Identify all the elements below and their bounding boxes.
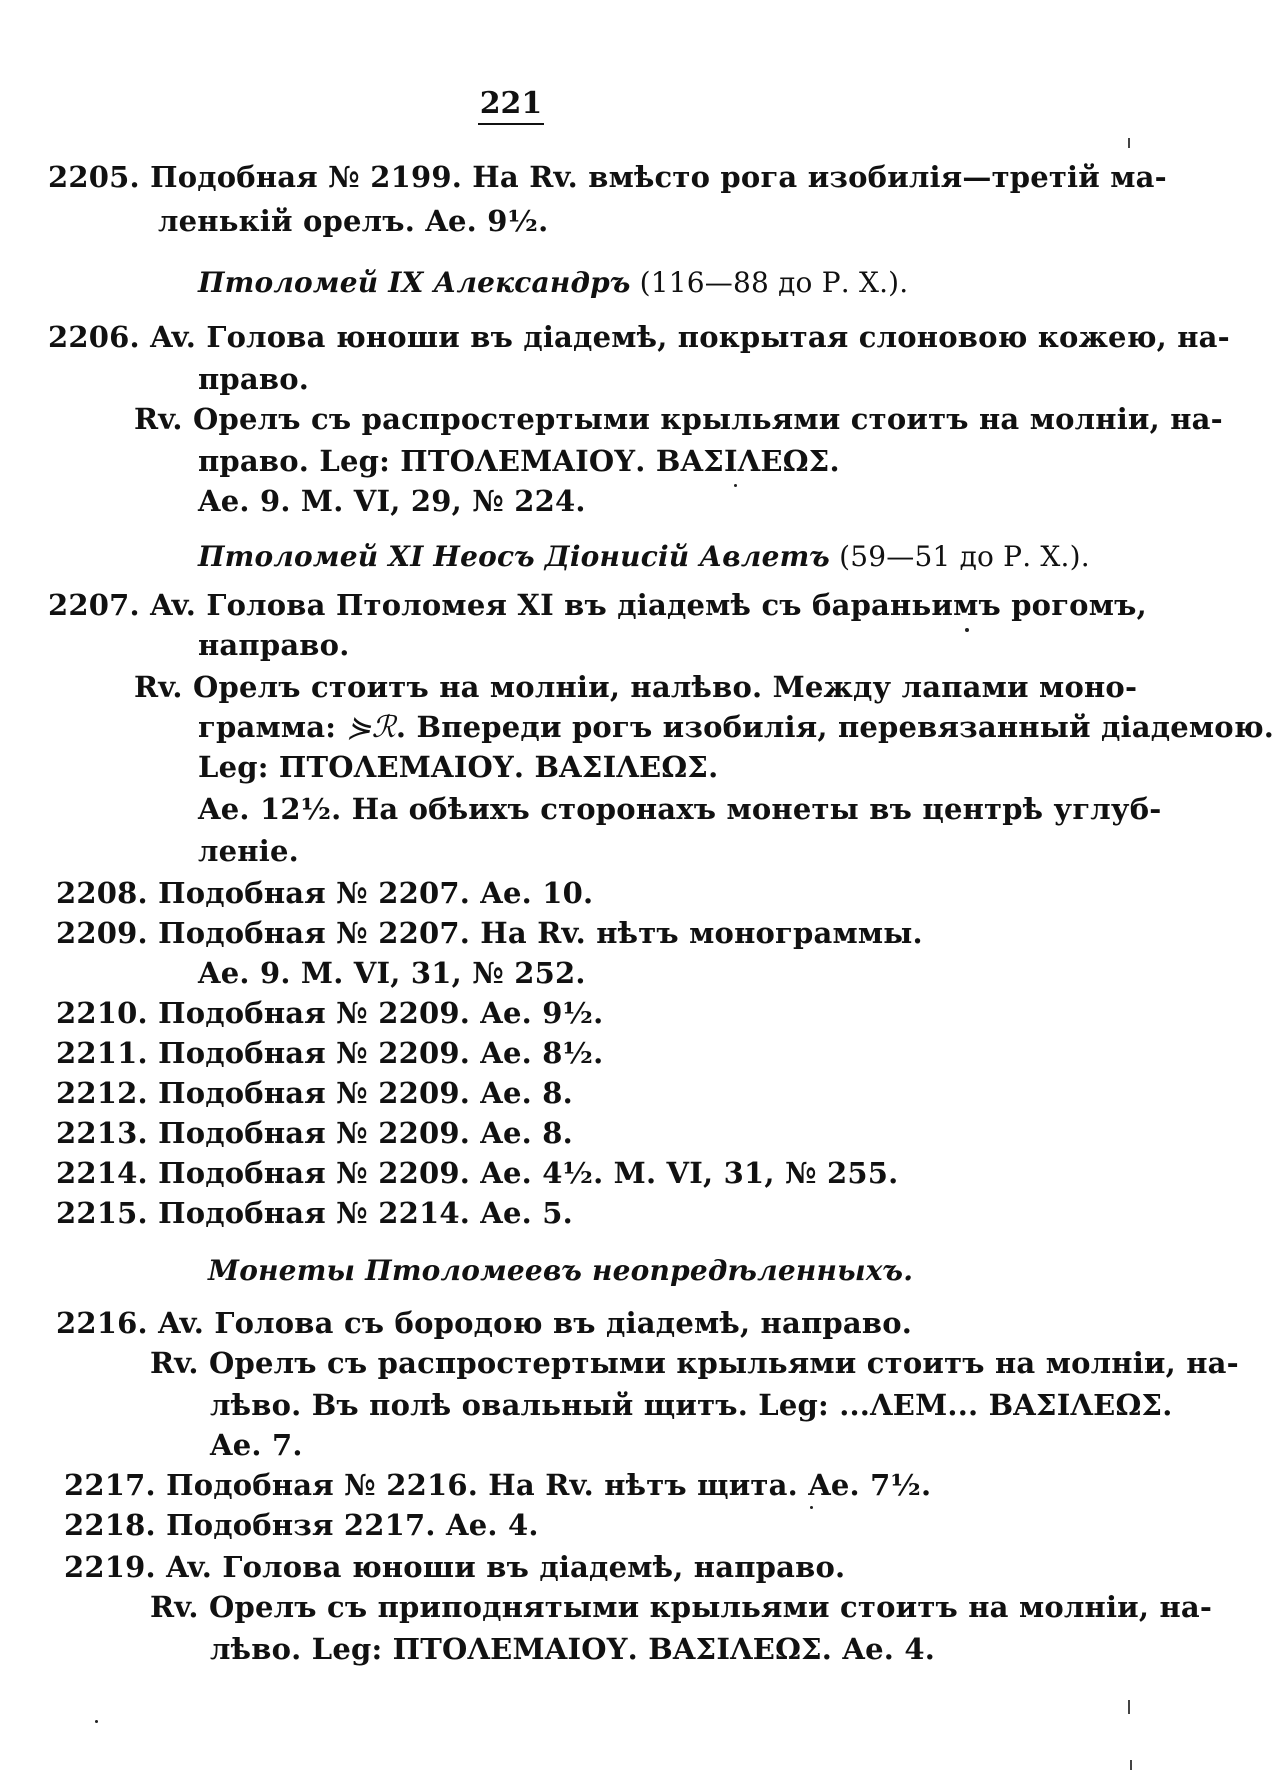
section-heading-ptolemy-ix	[198, 266, 908, 300]
entry-2209-line-2: Ae. 9. M. VI, 31, № 252.	[198, 956, 586, 990]
entry-2217: 2217. Подобная № 2216. На Rv. нѣтъ щита. Ae. 7½.	[64, 1468, 932, 1502]
entry-2219-line-1: 2219. Av. Голова юноши въ діадемѣ, направо.	[64, 1550, 846, 1584]
section-heading-ptolemy-ix-dates: (116—88 до Р. Х.).	[630, 266, 909, 299]
entry-2216-line-1: 2216. Av. Голова съ бородою въ діадемѣ, направо.	[56, 1306, 913, 1340]
section-heading-ptolemy-xi	[198, 540, 1090, 574]
scan-speck	[95, 1720, 98, 1723]
entry-2214: 2214. Подобная № 2209. Ae. 4½. M. VI, 31, № 255.	[56, 1156, 899, 1190]
entry-2207-line-4	[198, 710, 1274, 745]
section-heading-ptolemy-ix-name: Птоломей IX Александръ	[198, 266, 631, 299]
entry-2206-line-1: 2206. Av. Голова юноши въ діадемѣ, покрытая слоновою кожею, на-	[48, 320, 1230, 354]
entry-2219-line-3: лѣво. Leg: ΠΤΟΛΕΜΑΙΟΥ. ΒΑΣΙΛΕΩΣ. Ae. 4.	[210, 1632, 936, 1666]
entry-2211: 2211. Подобная № 2209. Ae. 8½.	[56, 1036, 604, 1070]
entry-2209-line-1: 2209. Подобная № 2207. На Rv. нѣтъ монограммы.	[56, 916, 923, 950]
entry-2205-line-1: 2205. Подобная № 2199. На Rv. вмѣсто рога изобилія—третій ма-	[48, 160, 1167, 194]
entry-2216-line-3: лѣво. Въ полѣ овальный щитъ. Leg: ...ΛΕΜ... ΒΑΣΙΛΕΩΣ.	[210, 1388, 1173, 1422]
entry-2207-line-4-b: . Впереди рогъ изобилія, перевязанный діадемою.	[395, 710, 1274, 744]
page-edge-mark	[1128, 138, 1130, 148]
entry-2206-line-3: Rv. Орелъ съ распростертыми крыльями стоитъ на молніи, на-	[134, 402, 1223, 436]
entry-2205-line-2: ленькій орелъ. Ae. 9½.	[158, 204, 549, 238]
entry-2219-line-2: Rv. Орелъ съ приподнятыми крыльями стоитъ на молніи, на-	[150, 1590, 1213, 1624]
scan-speck	[965, 628, 969, 632]
entry-2210: 2210. Подобная № 2209. Ae. 9½.	[56, 996, 604, 1030]
entry-2206-line-2: право.	[198, 362, 310, 396]
page-edge-mark	[1128, 1700, 1130, 1714]
entry-2206-line-5: Ae. 9. M. VI, 29, № 224.	[198, 484, 586, 518]
page-number: 221	[478, 86, 544, 125]
entry-2216-line-4: Ae. 7.	[210, 1428, 303, 1462]
entry-2207-line-3: Rv. Орелъ стоитъ на молніи, налѣво. Между лапами моно-	[134, 670, 1138, 704]
entry-2207-line-1: 2207. Av. Голова Птоломея XI въ діадемѣ съ бараньимъ рогомъ,	[48, 588, 1147, 622]
section-heading-undetermined: Монеты Птоломеевъ неопредѣленныхъ.	[208, 1254, 914, 1287]
section-heading-ptolemy-xi-name: Птоломей XI Неосъ Діонисій Авлетъ	[198, 540, 830, 573]
entry-2207-line-5: Leg: ΠΤΟΛΕΜΑΙΟΥ. ΒΑΣΙΛΕΩΣ.	[198, 750, 719, 784]
entry-2216-line-2: Rv. Орелъ съ распростертыми крыльями стоитъ на молніи, на-	[150, 1346, 1239, 1380]
entry-2208: 2208. Подобная № 2207. Ae. 10.	[56, 876, 594, 910]
section-heading-ptolemy-xi-dates: (59—51 до Р. Х.).	[830, 540, 1090, 573]
page-edge-mark	[1130, 1760, 1132, 1770]
entry-2207-line-7: леніе.	[198, 834, 299, 868]
entry-2213: 2213. Подобная № 2209. Ae. 8.	[56, 1116, 573, 1150]
entry-2215: 2215. Подобная № 2214. Ae. 5.	[56, 1196, 573, 1230]
entry-2218: 2218. Подобнзя 2217. Ae. 4.	[64, 1508, 539, 1542]
monogram-glyph: ⋟ℛ	[346, 710, 396, 745]
entry-2212: 2212. Подобная № 2209. Ae. 8.	[56, 1076, 573, 1110]
scan-speck	[734, 484, 737, 487]
entry-2207-line-6: Ae. 12½. На обѣихъ сторонахъ монеты въ центрѣ углуб-	[198, 792, 1162, 826]
scan-speck	[810, 1506, 813, 1509]
entry-2206-line-4: право. Leg: ΠΤΟΛΕΜΑΙΟΥ. ΒΑΣΙΛΕΩΣ.	[198, 444, 840, 478]
entry-2207-line-4-a: грамма:	[198, 710, 347, 744]
entry-2207-line-2: направо.	[198, 628, 350, 662]
